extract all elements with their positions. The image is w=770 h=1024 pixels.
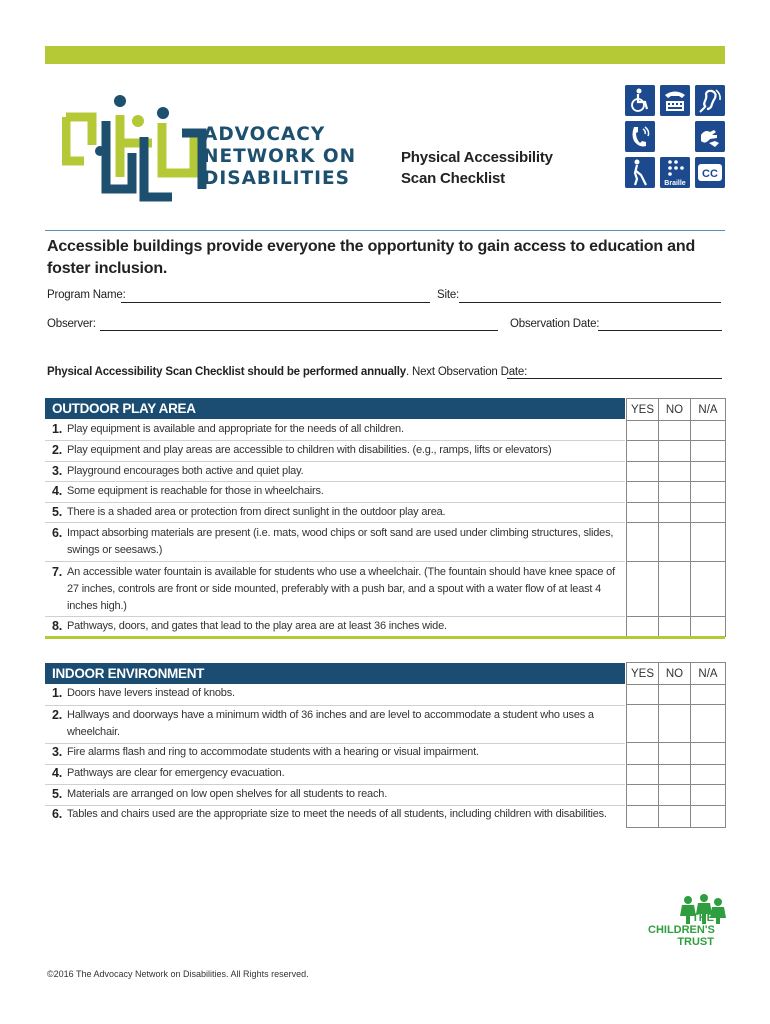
item-number: 7. [52,565,63,579]
observer-field[interactable] [100,330,498,331]
grid-row [627,785,726,806]
grid-row [627,421,726,441]
site-field[interactable] [459,302,721,303]
row-divider [45,616,625,617]
row-divider [45,561,625,562]
volume-phone-icon [625,121,655,152]
section-header-outdoor: OUTDOOR PLAY AREA [45,398,625,419]
org-name [203,124,356,190]
na-checkbox[interactable] [691,462,726,481]
item-number: 5. [52,787,63,801]
blind-cane-icon [625,157,655,188]
yes-checkbox[interactable] [627,765,659,784]
item-text: There is a shaded area or protection from direct sunlight in the outdoor play area. [67,506,446,518]
yes-checkbox[interactable] [627,617,659,636]
yes-checkbox[interactable] [627,785,659,805]
row-divider [45,705,625,706]
na-checkbox[interactable] [691,421,726,440]
no-checkbox[interactable] [659,765,691,784]
yes-checkbox[interactable] [627,705,659,742]
site-label: Site: [437,289,460,301]
braille-label: Braille [664,180,686,187]
org-name-line: ADVOCACY [203,124,326,145]
no-checkbox[interactable] [659,685,691,704]
yes-checkbox[interactable] [627,685,659,704]
item-text: Hallways and doorways have a minimum width of 36 inches and are level to accommodate a student who uses a wheelchair. [67,709,594,738]
na-checkbox[interactable] [691,806,726,827]
no-checkbox[interactable] [659,462,691,481]
na-checkbox[interactable] [691,685,726,704]
item-number: 1. [52,686,63,700]
checklist-item [52,618,620,636]
item-text: Pathways, doors, and gates that lead to the play area are at least 36 inches wide. [67,620,447,632]
na-checkbox[interactable] [691,785,726,805]
checklist-item [52,483,620,501]
checklist-item [52,504,620,522]
row-divider [45,481,625,482]
no-checkbox[interactable] [659,806,691,827]
section-header-indoor: INDOOR ENVIRONMENT [45,663,625,684]
na-checkbox[interactable] [691,765,726,784]
section-end-rule [45,636,725,639]
no-checkbox[interactable] [659,523,691,561]
item-number: 4. [52,766,63,780]
na-checkbox[interactable] [691,503,726,522]
checklist-item [52,806,620,824]
item-number: 5. [52,505,63,519]
braille-icon [660,157,690,188]
item-number: 3. [52,464,63,478]
col-na-header: N/A [691,399,726,420]
trust-line: TRUST [677,936,714,948]
grid-row [627,743,726,765]
checklist-item [52,765,620,783]
row-divider [45,784,625,785]
grid-row [627,562,726,617]
item-text: Fire alarms flash and ring to accommodate students with a hearing or visual impairment. [67,746,479,758]
document-title [401,147,553,189]
closed-caption-icon [695,157,725,188]
na-checkbox[interactable] [691,482,726,502]
grid-row [627,685,726,705]
item-number: 6. [52,526,63,540]
annual-note [47,366,527,378]
checklist-item [52,707,620,738]
annual-note-rest: . Next Observation Date: [405,366,528,378]
item-text: Pathways are clear for emergency evacuation. [67,767,285,779]
no-checkbox[interactable] [659,785,691,805]
annual-note-bold: Physical Accessibility Scan Checklist should be performed annually [47,366,406,378]
no-checkbox[interactable] [659,482,691,502]
trust-line: THE [692,912,714,924]
accessibility-icons [625,85,725,189]
checklist-item [52,463,620,481]
row-divider [45,522,625,523]
cc-label: CC [702,168,718,180]
org-name-line: NETWORK ON [203,146,357,167]
grid-row [627,806,726,828]
col-yes-header: YES [627,399,659,420]
yes-checkbox[interactable] [627,806,659,827]
item-text: Play equipment is available and appropriate for the needs of all children. [67,423,404,435]
grid-header-row [627,399,726,421]
no-checkbox[interactable] [659,743,691,764]
checklist-item [52,744,620,762]
tty-phone-icon [660,85,690,116]
next-observation-date-field[interactable] [507,378,722,379]
yes-checkbox[interactable] [627,523,659,561]
advocacy-network-logo [62,93,210,205]
yes-checkbox[interactable] [627,743,659,764]
hearing-assist-icon [695,85,725,116]
na-checkbox[interactable] [691,617,726,636]
yes-checkbox[interactable] [627,503,659,522]
row-divider [45,440,625,441]
wheelchair-icon [625,85,655,116]
item-text: Impact absorbing materials are present (i.e. mats, wood chips or soft sand are used under climbing structures, slides, swings or seesaws.) [67,527,614,556]
outdoor-check-grid [626,398,726,637]
indoor-check-grid [626,662,726,828]
org-name-line: DISABILITIES [203,168,351,189]
no-checkbox[interactable] [659,617,691,636]
na-checkbox[interactable] [691,523,726,561]
no-checkbox[interactable] [659,705,691,742]
na-checkbox[interactable] [691,441,726,461]
row-divider [45,461,625,462]
top-accent-bar [45,46,725,64]
trust-line: CHILDREN'S [648,924,715,936]
childrens-trust-wordmark [648,912,714,948]
grid-row [627,765,726,785]
item-number: 6. [52,807,63,821]
item-text: Playground encourages both active and quiet play. [67,465,304,477]
checklist-item [52,685,620,703]
document-title-line: Scan Checklist [401,170,505,187]
na-checkbox[interactable] [691,743,726,764]
document-title-line: Physical Accessibility [401,149,553,166]
item-number: 4. [52,484,63,498]
copyright-notice: ©2016 The Advocacy Network on Disabilities. All Rights reserved. [47,969,309,979]
checklist-item [52,564,620,612]
no-checkbox[interactable] [659,441,691,461]
intro-statement: Accessible buildings provide everyone the opportunity to gain access to education and foster inclusion. [47,238,696,277]
col-yes-header: YES [627,663,659,684]
observation-date-label: Observation Date: [510,318,600,330]
header-rule [45,230,725,231]
grid-row [627,617,726,637]
program-name-label: Program Name: [47,289,126,301]
item-number: 2. [52,443,63,457]
sign-language-icon [695,121,725,152]
na-checkbox[interactable] [691,562,726,616]
checklist-item [52,421,620,439]
item-number: 2. [52,708,63,722]
yes-checkbox[interactable] [627,482,659,502]
item-text: Play equipment and play areas are accessible to children with disabilities. (e.g., ramps, lifts or elevators) [67,444,552,456]
grid-row [627,705,726,743]
grid-row [627,462,726,482]
no-checkbox[interactable] [659,421,691,440]
item-text: Materials are arranged on low open shelves for all students to reach. [67,788,388,800]
grid-row [627,482,726,503]
yes-checkbox[interactable] [627,462,659,481]
yes-checkbox[interactable] [627,441,659,461]
checklist-item [52,525,620,556]
no-checkbox[interactable] [659,503,691,522]
program-name-field[interactable] [121,302,430,303]
col-no-header: NO [659,399,691,420]
item-number: 3. [52,745,63,759]
col-no-header: NO [659,663,691,684]
no-checkbox[interactable] [659,562,691,616]
grid-row [627,441,726,462]
row-divider [45,502,625,503]
item-text: Doors have levers instead of knobs. [67,687,235,699]
grid-header-row [627,663,726,685]
na-checkbox[interactable] [691,705,726,742]
yes-checkbox[interactable] [627,421,659,440]
item-text: Tables and chairs used are the appropriate size to meet the needs of all students, including children with disabilities. [67,808,607,820]
checklist-item [52,442,620,460]
yes-checkbox[interactable] [627,562,659,616]
item-number: 1. [52,422,63,436]
grid-row [627,503,726,523]
observer-label: Observer: [47,318,96,330]
col-na-header: N/A [691,663,726,684]
item-text: An accessible water fountain is available for students who use a wheelchair. (The fountain should have knee space of 27 inches, controls are front or side mounted, preferably with a push bar, and a spout with a water flow of at least 4 inches high.) [67,566,615,612]
observation-date-field[interactable] [598,330,722,331]
grid-row [627,523,726,562]
item-text: Some equipment is reachable for those in wheelchairs. [67,485,324,497]
checklist-item [52,786,620,804]
item-number: 8. [52,619,63,633]
